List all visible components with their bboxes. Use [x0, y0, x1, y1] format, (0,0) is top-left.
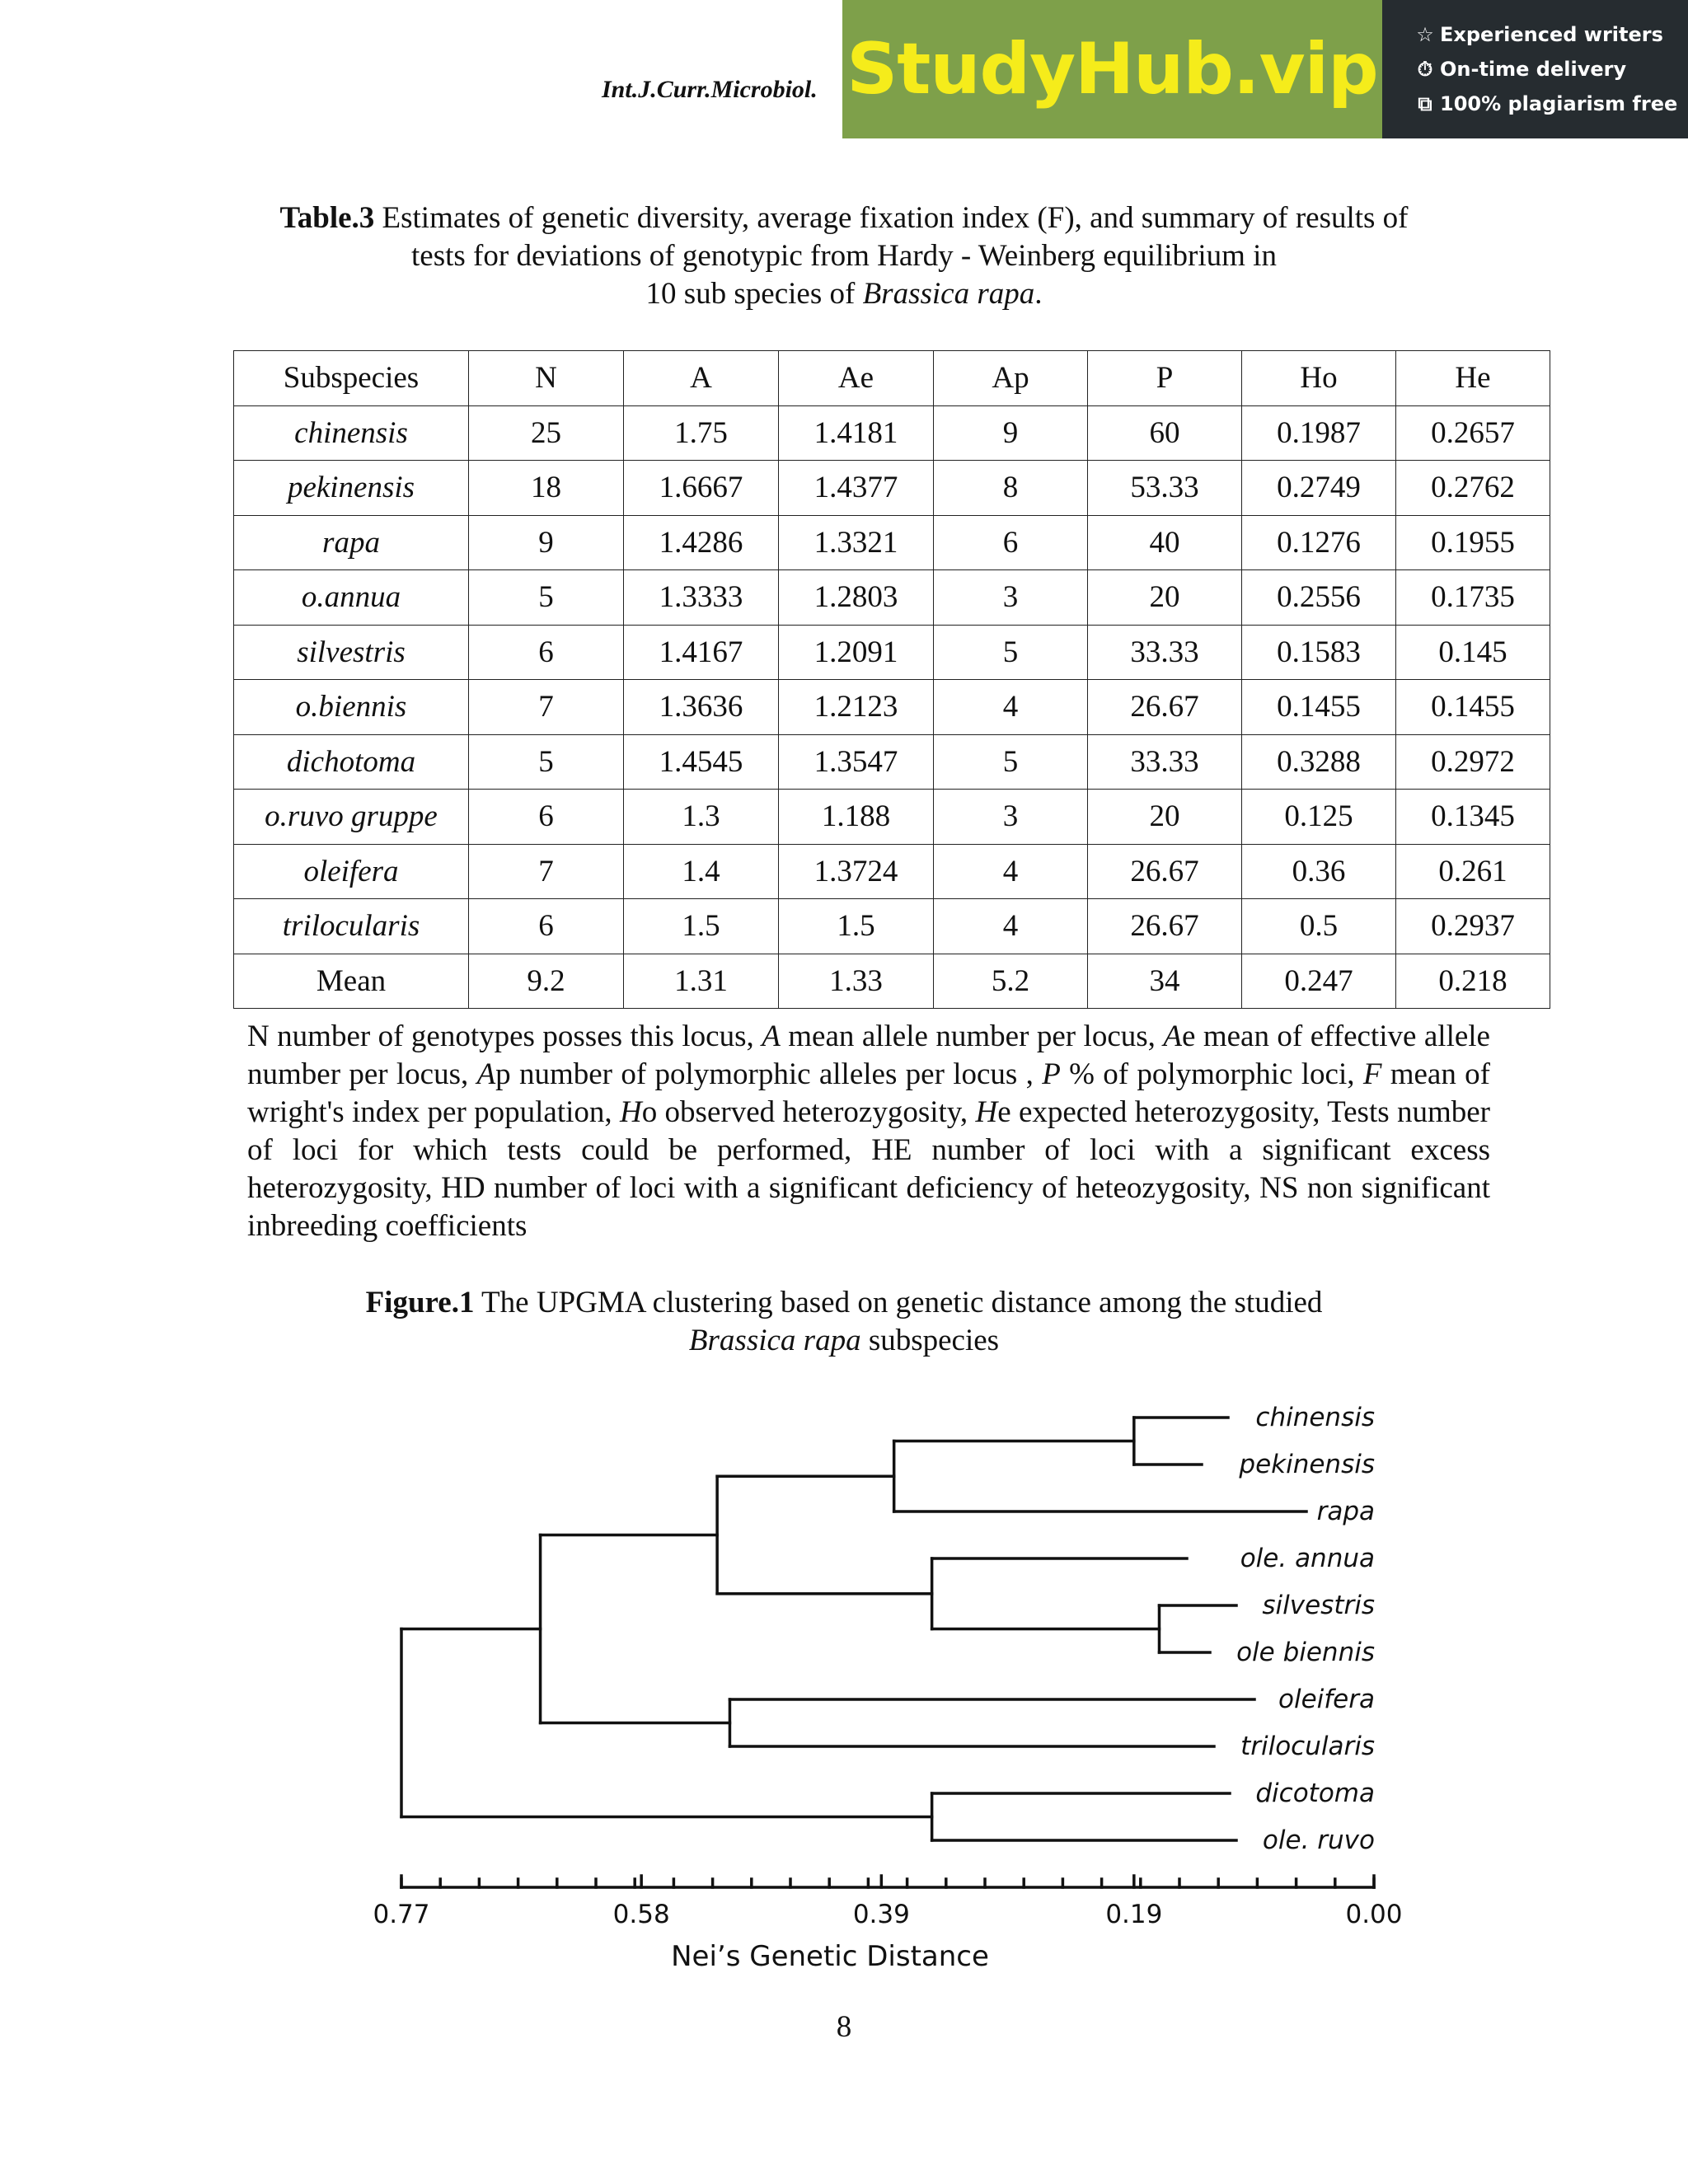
value-cell: 1.4377 [779, 461, 934, 516]
value-cell: 7 [469, 680, 624, 735]
table-row [234, 790, 1550, 845]
value-cell: 34 [1088, 954, 1242, 1009]
subspecies-cell: dichotoma [234, 734, 469, 790]
value-cell: 1.75 [624, 405, 779, 461]
value-cell: 1.2091 [779, 625, 934, 680]
table-row [234, 844, 1550, 899]
column-header: A [624, 351, 779, 406]
value-cell: 1.33 [779, 954, 934, 1009]
leaf-label: oleifera [1278, 1685, 1375, 1714]
tick-label: 0.39 [852, 1900, 910, 1929]
value-cell: 1.4 [624, 844, 779, 899]
tick-label: 0.58 [612, 1900, 670, 1929]
value-cell: 60 [1088, 405, 1242, 461]
table-legend: N number of genotypes posses this locus, A mean allele number per locus, Ae mean of effective allele number per locus, Ap number of polymorphic alleles per locus , P % of polymorphic loci, F mean of wright's index per population, Ho observed heterozygosity, He expected heterozygosity, Tests number of loci for which tests could be performed, HE number of loci with a significant excess heterozygosity, HD number of loci with a significant deficiency of heteozygosity, NS non significant inbreeding coefficients [247, 1019, 1490, 1243]
studyhub-banner[interactable] [842, 0, 1688, 138]
value-cell: 0.1955 [1396, 515, 1550, 570]
value-cell: 0.2657 [1396, 405, 1550, 461]
value-cell: 3 [934, 790, 1088, 845]
clock-icon: ⏱ [1417, 58, 1433, 81]
table-row [234, 461, 1550, 516]
value-cell: 0.218 [1396, 954, 1550, 1009]
subspecies-cell: pekinensis [234, 461, 469, 516]
table-row [234, 405, 1550, 461]
tick-label: 0.00 [1345, 1900, 1403, 1929]
leaf-label: trilocularis [1240, 1732, 1375, 1761]
value-cell: 1.4545 [624, 734, 779, 790]
column-header: Ho [1242, 351, 1396, 406]
column-header: N [469, 351, 624, 406]
value-cell: 1.188 [779, 790, 934, 845]
column-header: Subspecies [234, 351, 469, 406]
value-cell: 33.33 [1088, 625, 1242, 680]
value-cell: 0.2762 [1396, 461, 1550, 516]
value-cell: 0.1583 [1242, 625, 1396, 680]
leaf-label: pekinensis [1239, 1450, 1375, 1479]
value-cell: 5 [469, 570, 624, 626]
value-cell: 0.261 [1396, 844, 1550, 899]
x-axis-label: Nei’s Genetic Distance [671, 1940, 989, 1973]
table-caption-label: Table.3 [279, 201, 375, 235]
subspecies-cell: o.ruvo gruppe [234, 790, 469, 845]
value-cell: 0.5 [1242, 899, 1396, 954]
value-cell: 0.1455 [1242, 680, 1396, 735]
value-cell: 0.2556 [1242, 570, 1396, 626]
subspecies-cell: chinensis [234, 405, 469, 461]
star-icon: ☆ [1416, 23, 1434, 46]
value-cell: 0.2749 [1242, 461, 1396, 516]
value-cell: 1.3724 [779, 844, 934, 899]
value-cell: 1.6667 [624, 461, 779, 516]
value-cell: 1.3333 [624, 570, 779, 626]
tick-label: 0.77 [373, 1900, 430, 1929]
value-cell: 26.67 [1088, 844, 1242, 899]
leaf-label: ole biennis [1236, 1638, 1375, 1667]
value-cell: 0.3288 [1242, 734, 1396, 790]
value-cell: 4 [934, 680, 1088, 735]
value-cell: 0.145 [1396, 625, 1550, 680]
subspecies-cell: o.annua [234, 570, 469, 626]
value-cell: 26.67 [1088, 899, 1242, 954]
feature-label: 100% plagiarism free [1440, 92, 1678, 115]
value-cell: 6 [934, 515, 1088, 570]
subspecies-cell: Mean [234, 954, 469, 1009]
column-header: Ae [779, 351, 934, 406]
journal-header: Int.J.Curr.Microbiol. [602, 76, 818, 103]
upgma-dendrogram [363, 1385, 1434, 1973]
value-cell: 1.3636 [624, 680, 779, 735]
value-cell: 1.3321 [779, 515, 934, 570]
value-cell: 1.31 [624, 954, 779, 1009]
studyhub-logo[interactable]: StudyHub.vip [842, 0, 1382, 138]
table-row [234, 625, 1550, 680]
subspecies-cell: o.biennis [234, 680, 469, 735]
value-cell: 0.247 [1242, 954, 1396, 1009]
value-cell: 1.5 [624, 899, 779, 954]
table-caption: Table.3 Estimates of genetic diversity, average fixation index (F), and summary of results of tests for deviations of genotypic from Hardy - Weinberg equilibrium in 10 sub species of Brassica rapa. [279, 201, 1409, 311]
value-cell: 5 [934, 734, 1088, 790]
value-cell: 25 [469, 405, 624, 461]
copy-icon: ⧉ [1418, 92, 1432, 115]
value-cell: 0.1345 [1396, 790, 1550, 845]
value-cell: 4 [934, 899, 1088, 954]
value-cell: 0.1987 [1242, 405, 1396, 461]
value-cell: 9.2 [469, 954, 624, 1009]
leaf-label: silvestris [1262, 1591, 1375, 1620]
value-cell: 20 [1088, 570, 1242, 626]
value-cell: 6 [469, 625, 624, 680]
leaf-label: ole. annua [1240, 1544, 1375, 1573]
value-cell: 0.125 [1242, 790, 1396, 845]
feature-label: Experienced writers [1440, 23, 1663, 46]
value-cell: 0.36 [1242, 844, 1396, 899]
value-cell: 6 [469, 899, 624, 954]
table-header-row [234, 351, 1550, 406]
genetic-diversity-table [233, 350, 1550, 1009]
value-cell: 1.4181 [779, 405, 934, 461]
banner-features [1382, 0, 1688, 138]
value-cell: 0.1455 [1396, 680, 1550, 735]
table-row [234, 954, 1550, 1009]
table-row [234, 570, 1550, 626]
value-cell: 1.3 [624, 790, 779, 845]
table-row [234, 734, 1550, 790]
page-number: 8 [836, 2010, 852, 2044]
feature-on-time-delivery [1415, 58, 1688, 81]
value-cell: 8 [934, 461, 1088, 516]
table-row [234, 515, 1550, 570]
subspecies-cell: silvestris [234, 625, 469, 680]
subspecies-cell: oleifera [234, 844, 469, 899]
feature-experienced-writers [1415, 23, 1688, 46]
table-row [234, 899, 1550, 954]
table-row [234, 680, 1550, 735]
value-cell: 1.2123 [779, 680, 934, 735]
leaf-label: ole. ruvo [1262, 1825, 1375, 1855]
value-cell: 5 [469, 734, 624, 790]
value-cell: 5.2 [934, 954, 1088, 1009]
value-cell: 6 [469, 790, 624, 845]
leaf-label: chinensis [1255, 1403, 1375, 1432]
feature-label: On-time delivery [1440, 58, 1627, 81]
value-cell: 20 [1088, 790, 1242, 845]
value-cell: 40 [1088, 515, 1242, 570]
value-cell: 53.33 [1088, 461, 1242, 516]
value-cell: 0.1276 [1242, 515, 1396, 570]
figure-caption-label: Figure.1 [365, 1286, 475, 1319]
column-header: Ap [934, 351, 1088, 406]
figure-caption: Figure.1 The UPGMA clustering based on genetic distance among the studied Brassica rapa subspecies [365, 1286, 1323, 1357]
value-cell: 1.5 [779, 899, 934, 954]
leaf-label: rapa [1316, 1497, 1375, 1526]
value-cell: 9 [934, 405, 1088, 461]
subspecies-cell: rapa [234, 515, 469, 570]
value-cell: 26.67 [1088, 680, 1242, 735]
value-cell: 18 [469, 461, 624, 516]
column-header: He [1396, 351, 1550, 406]
value-cell: 33.33 [1088, 734, 1242, 790]
value-cell: 1.4167 [624, 625, 779, 680]
value-cell: 1.3547 [779, 734, 934, 790]
value-cell: 0.2972 [1396, 734, 1550, 790]
value-cell: 4 [934, 844, 1088, 899]
subspecies-cell: trilocularis [234, 899, 469, 954]
value-cell: 7 [469, 844, 624, 899]
value-cell: 1.2803 [779, 570, 934, 626]
value-cell: 1.4286 [624, 515, 779, 570]
column-header: P [1088, 351, 1242, 406]
value-cell: 9 [469, 515, 624, 570]
leaf-label: dicotoma [1255, 1779, 1375, 1808]
value-cell: 5 [934, 625, 1088, 680]
tick-label: 0.19 [1105, 1900, 1163, 1929]
feature-plagiarism-free [1415, 92, 1688, 115]
value-cell: 3 [934, 570, 1088, 626]
value-cell: 0.1735 [1396, 570, 1550, 626]
value-cell: 0.2937 [1396, 899, 1550, 954]
